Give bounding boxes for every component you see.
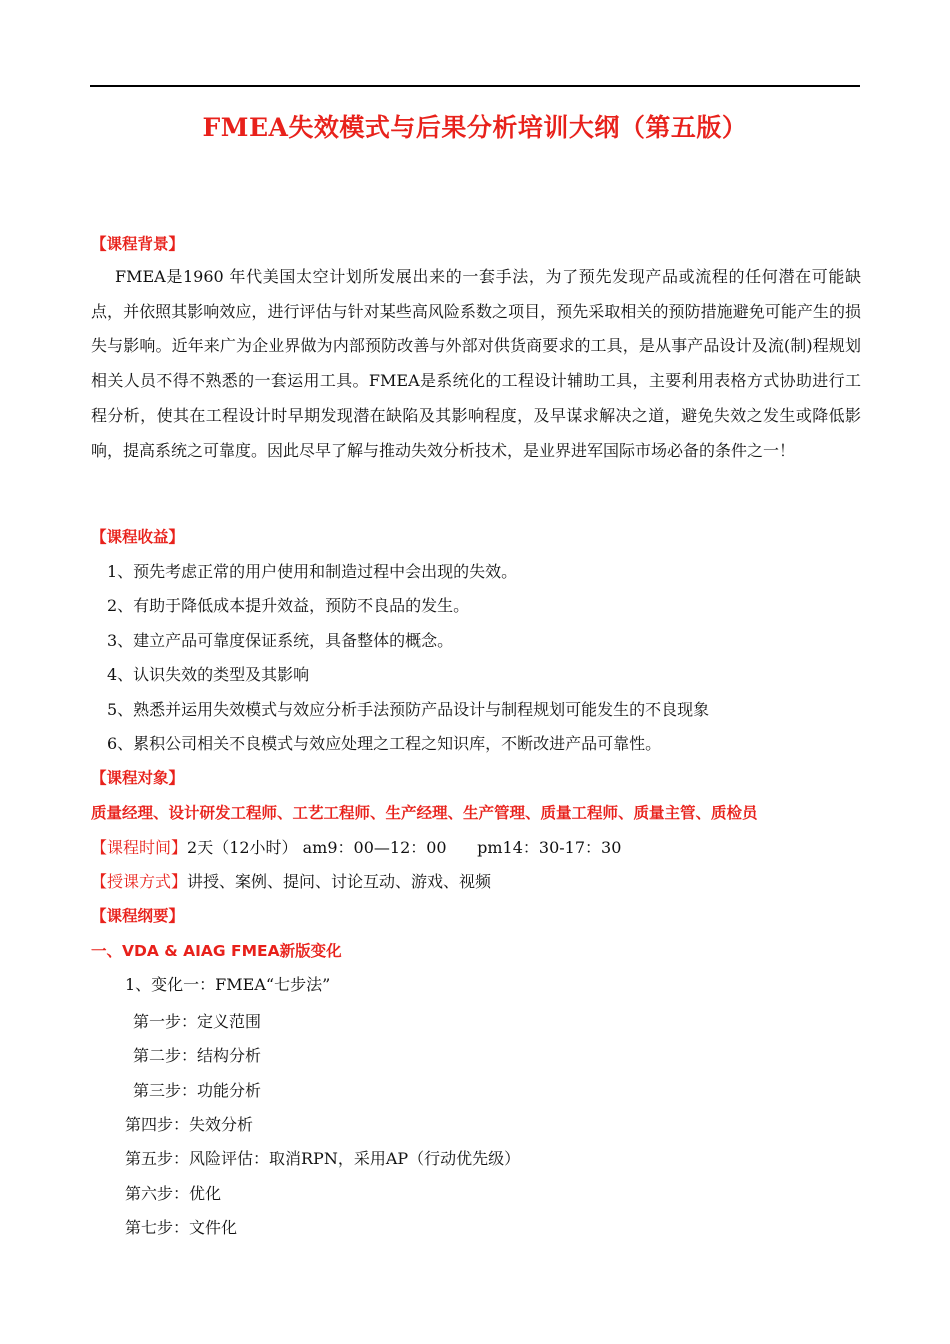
outline-step: 第二步：结构分析 [133,1046,262,1065]
course-time-row [91,837,621,859]
outline-step: 第五步：风险评估：取消RPN，采用AP（行动优先级） [125,1149,521,1168]
section-heading-benefits: 【课程收益】 [91,528,185,546]
teaching-method-row [91,871,491,893]
course-time-value: 2天（12小时） am9：00—12：00 pm14：30-17：30 [187,838,622,857]
benefit-item: 4、认识失效的类型及其影响 [107,665,310,684]
benefit-item: 5、熟悉并运用失效模式与效应分析手法预防产品设计与制程规划可能发生的不良现象 [107,700,710,719]
top-rule [90,85,860,87]
outline-step: 第一步：定义范围 [133,1012,262,1031]
background-paragraph: FMEA是1960 年代美国太空计划所发展出来的一套手法，为了预先发现产品或流程的任何潜在可能缺点，并依照其影响效应，进行评估与针对某些高风险系数之项目，预先采取相关的预防措施避免可能产生的损失与影响。近年来广为企业界做为内部预防改善与外部对供货商要求的工具，是从事产品设计及流(制)程规划相关人员不得不熟悉的一套运用工具。FMEA是系统化的工程设计辅助工具，主要利用表格方式协助进行工程分析，使其在工程设计时早期发现潜在缺陷及其影响程度，及早谋求解决之道，避免失效之发生或降低影响，提高系统之可靠度。因此尽早了解与推动失效分析技术，是业界进军国际市场必备的条件之一！ [91,267,861,460]
audience-list: 质量经理、设计研发工程师、工艺工程师、生产经理、生产管理、质量工程师、质量主管、质检员 [91,804,758,822]
teaching-method-label: 【授课方式】 [91,872,188,891]
benefit-item: 6、累积公司相关不良模式与效应处理之工程之知识库，不断改进产品可靠性。 [107,734,662,753]
outline-step: 第四步：失效分析 [125,1115,254,1134]
outline-step: 第六步：优化 [125,1184,222,1203]
section-heading-audience: 【课程对象】 [91,769,185,787]
benefit-item: 1、预先考虑正常的用户使用和制造过程中会出现的失效。 [107,562,518,581]
section-heading-outline: 【课程纲要】 [91,907,185,925]
outline-change-1: 1、变化一：FMEA“七步法” [125,975,331,994]
benefit-item: 3、建立产品可靠度保证系统，具备整体的概念。 [107,631,454,650]
benefit-item: 2、有助于降低成本提升效益，预防不良品的发生。 [107,596,470,615]
course-time-label: 【课程时间】 [91,838,188,857]
teaching-method-value: 讲授、案例、提问、讨论互动、游戏、视频 [187,872,492,891]
document-title: FMEA失效模式与后果分析培训大纲（第五版） [202,113,748,142]
outline-step: 第三步：功能分析 [133,1081,262,1100]
section-heading-background: 【课程背景】 [91,235,185,253]
outline-section-1: 一、VDA & AIAG FMEA新版变化 [91,942,342,960]
outline-step: 第七步：文件化 [125,1218,238,1237]
